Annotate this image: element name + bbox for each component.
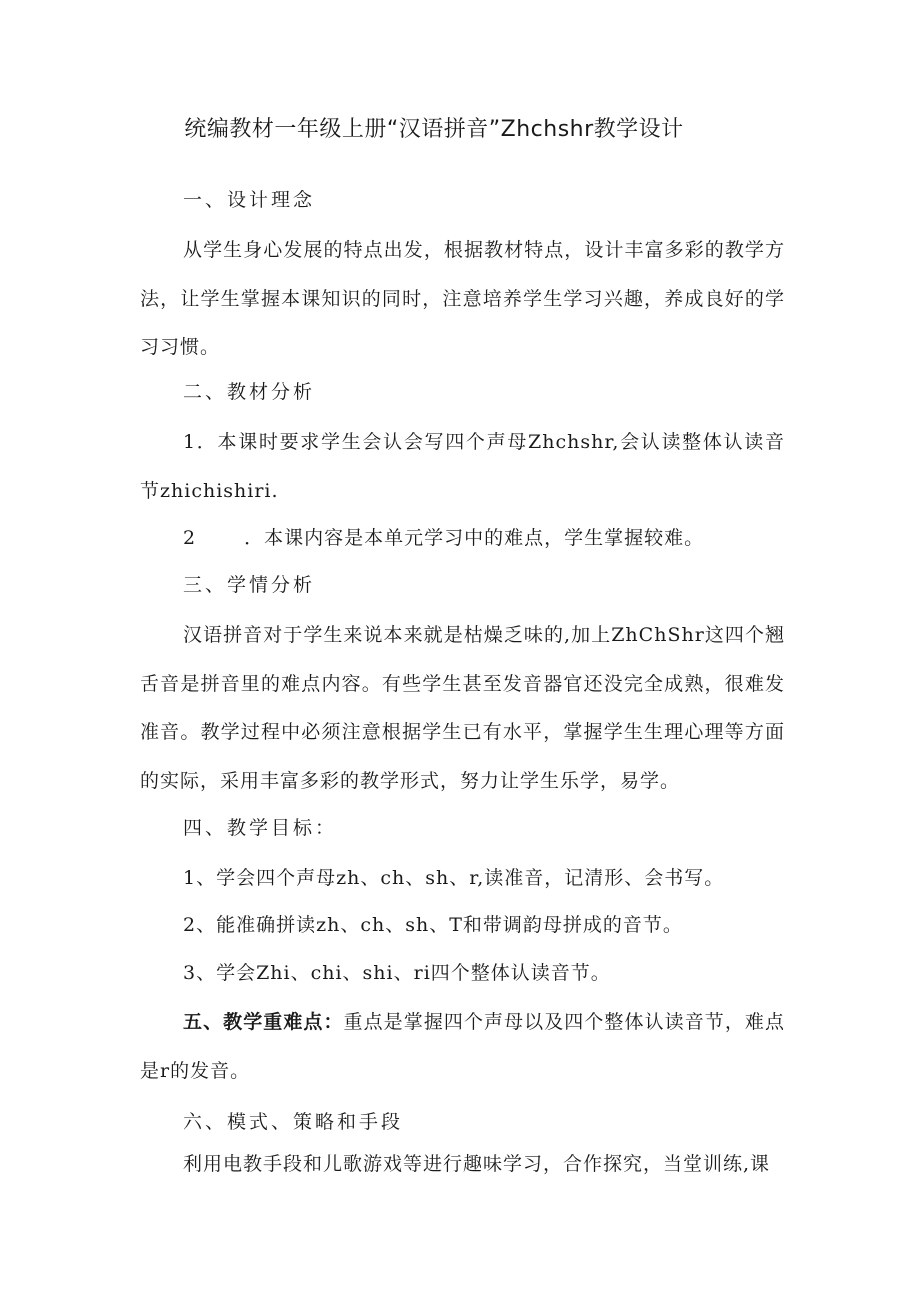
material-analysis-item-1: 1．本课时要求学生会认会写四个声母Zhchshr,会认读整体认读音节zhichishiri.	[140, 431, 785, 502]
section-heading-design-concept: 一、设计理念	[183, 189, 316, 211]
teaching-goal-2: 2、能准确拼读zh、ch、sh、T和带调韵母拼成的音节。	[183, 914, 683, 936]
material-analysis-item-2-text: ．本课内容是本单元学习中的难点，学生掌握较难。	[244, 527, 705, 549]
material-analysis-item-2	[183, 518, 704, 558]
material-analysis-item-2-number: 2	[183, 527, 197, 549]
section-heading-teaching-goals: 四、教学目标：	[183, 817, 338, 839]
teaching-goal-1: 1、学会四个声母zh、ch、sh、r,读准音，记清形、会书写。	[183, 867, 725, 889]
section-body-learner-analysis: 汉语拼音对于学生来说本来就是枯燥乏味的,加上ZhChShr这四个翘舌音是拼音里的难点内容。有些学生甚至发音器官还没完全成熟，很难发准音。教学过程中必须注意根据学生已有水平，掌握学生生理心理等方面的实际，采用丰富多彩的教学形式，努力让学生乐学，易学。	[140, 624, 785, 792]
section-heading-key-difficulties: 五、教学重难点：	[183, 1011, 344, 1033]
section-body-strategies: 利用电教手段和儿歌游戏等进行趣味学习，合作探究，当堂训练,课	[183, 1153, 771, 1175]
document-title: 统编教材一年级上册“汉语拼音”Zhchshr教学设计	[184, 117, 684, 142]
section-body-design-concept: 从学生身心发展的特点出发，根据教材特点，设计丰富多彩的教学方法，让学生掌握本课知识的同时，注意培养学生学习兴趣，养成良好的学习习惯。	[140, 239, 785, 358]
section-heading-material-analysis: 二、教材分析	[183, 381, 316, 403]
section-heading-learner-analysis: 三、学情分析	[183, 574, 316, 596]
section-key-difficulties	[140, 998, 785, 1095]
section-heading-strategies: 六、模式、策略和手段	[183, 1111, 404, 1133]
teaching-goal-3: 3、学会Zhi、chi、shi、ri四个整体认读音节。	[183, 962, 611, 984]
section-body-key-difficulties: 重点是掌握四个声母以及四个整体认读音节，难点是r的发音。	[140, 1011, 785, 1082]
